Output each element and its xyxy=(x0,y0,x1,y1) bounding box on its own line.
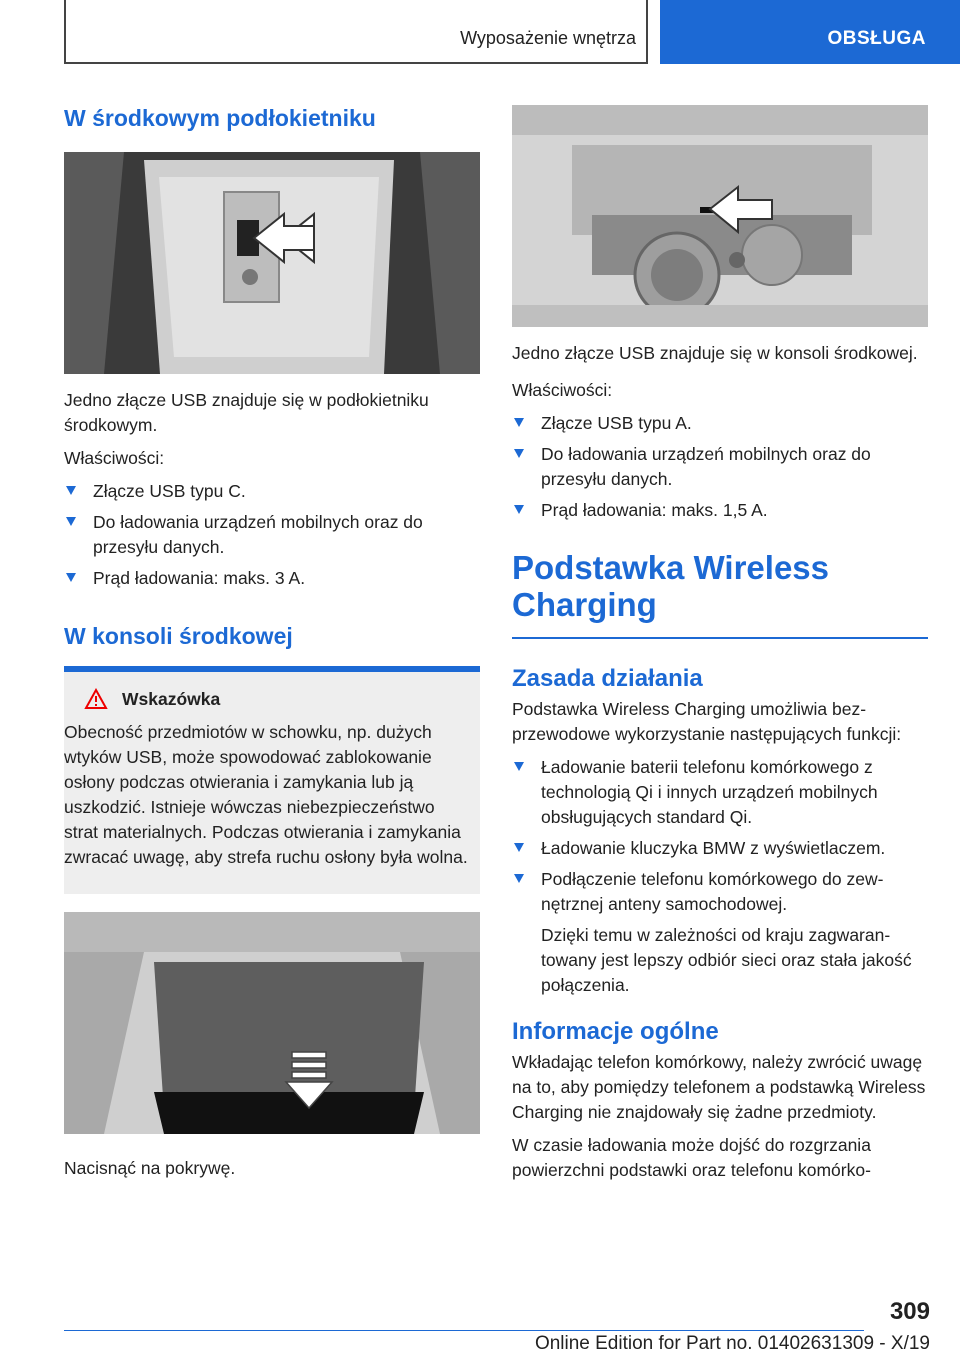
caption-press-cover: Nacisnąć na pokrywę. xyxy=(64,1158,236,1178)
page-number: 309 xyxy=(889,1298,930,1325)
bullet-triangle-icon xyxy=(514,762,524,771)
list-item: Do ładowania urządzeń mobilnych oraz do przesyłu danych. xyxy=(64,510,480,560)
general-text-1: Wkładając telefon komórkowy, należy zwrócić uwagę na to, aby pomiędzy telefonem a podstawką Wireless Charging nie znajdowały się żadne przedmioty. xyxy=(512,1052,926,1122)
footer-rule xyxy=(64,1330,864,1331)
list-item-continuation: Dzięki temu w zależności od kraju zagwarantowany jest lepszy odbiór sieci oraz stała jakość połączenia. xyxy=(541,925,912,995)
bullet-triangle-icon xyxy=(66,486,76,495)
chapter-title: Podstawka Wireless Charging xyxy=(512,549,830,623)
list-item: Podłączenie telefonu komórkowego do zewnętrznej anteny samochodowej. xyxy=(512,867,928,917)
left-column xyxy=(64,105,480,1181)
bullet-list-right xyxy=(512,411,928,523)
bullet-list-left xyxy=(64,479,480,591)
bullet-triangle-icon xyxy=(514,505,524,514)
warning-note xyxy=(64,672,480,894)
right-column xyxy=(512,105,928,1183)
bullet-triangle-icon xyxy=(66,573,76,582)
console-usb-illustration xyxy=(512,105,928,327)
console-usb-image xyxy=(512,105,928,327)
list-item: Złącze USB typu A. xyxy=(512,411,928,436)
list-item: Ładowanie kluczyka BMW z wyświetlaczem. xyxy=(512,836,928,861)
props-label-right: Właściwości: xyxy=(512,380,613,400)
list-item: Do ładowania urządzeń mobilnych oraz do przesyłu danych. xyxy=(512,442,928,492)
section-title: Wyposażenie wnętrza xyxy=(460,28,636,48)
caption-armrest: Jedno złącze USB znajduje się w podłokietniku środkowym. xyxy=(64,390,429,435)
general-text-2: W czasie ładowania może dojść do rozgrzania powierzchni podstawki oraz telefonu komórko- xyxy=(512,1135,871,1180)
bullet-triangle-icon xyxy=(514,418,524,427)
bullet-triangle-icon xyxy=(514,843,524,852)
heading-console: W konsoli środkowej xyxy=(64,623,293,649)
props-label-left: Właściwości: xyxy=(64,448,165,468)
list-item: Złącze USB typu C. xyxy=(64,479,480,504)
note-title: Wskazówka xyxy=(64,688,480,710)
bullet-list-features xyxy=(512,755,928,998)
note-text: Obecność przedmiotów w schowku, np. dużych wtyków USB, może spowodować zablokowanie osłony podczas otwierania i zamykania lub ją uszkodzić. Istnieje wówczas niebezpieczeństwo strat materialnych. Podczas otwierania i zamykania zwracać uwagę, aby strefa ruchu osłony była wolna. xyxy=(64,722,468,867)
heading-principle: Zasada działania xyxy=(512,665,703,692)
console-illustration xyxy=(64,912,480,1134)
bullet-triangle-icon xyxy=(514,874,524,883)
console-cover-image xyxy=(64,912,480,1134)
bullet-triangle-icon xyxy=(66,517,76,526)
list-item: Ładowanie baterii telefonu komórkowego z technologią Qi i innych urządzeń mobilnych obsługujących standard Qi. xyxy=(512,755,928,830)
armrest-usb-image xyxy=(64,152,480,374)
chapter-rule xyxy=(512,637,928,639)
edition-footer: Online Edition for Part no. 01402631309 - X/19 xyxy=(534,1333,930,1354)
chapter-tab[interactable]: OBSŁUGA xyxy=(660,0,960,64)
heading-general: Informacje ogólne xyxy=(512,1018,719,1045)
heading-armrest: W środkowym podłokietniku xyxy=(64,105,376,131)
list-item: Prąd ładowania: maks. 3 A. xyxy=(64,566,480,591)
armrest-illustration xyxy=(64,152,480,374)
warning-triangle-icon xyxy=(84,688,108,710)
list-item: Prąd ładowania: maks. 1,5 A. xyxy=(512,498,928,523)
caption-console-usb: Jedno złącze USB znajduje się w konsoli środkowej. xyxy=(512,343,918,363)
principle-text: Podstawka Wireless Charging umożliwia bezprzewodowe wykorzystanie następujących funkcji: xyxy=(512,699,902,744)
bullet-triangle-icon xyxy=(514,449,524,458)
